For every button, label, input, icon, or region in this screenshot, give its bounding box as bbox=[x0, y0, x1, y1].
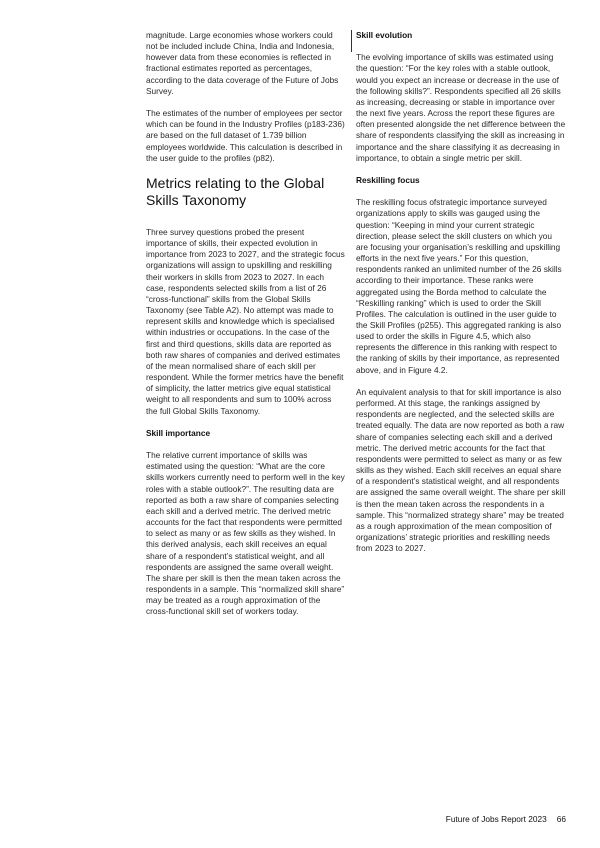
page-footer bbox=[418, 814, 566, 824]
right-paragraph-1: The evolving importance of skills was estimated using the question: “For the key roles with a stable outlook, would you expect an increase or decrease in the use of the following skills?”. Respondents specified all 26 skills as increasing, decreasing or stable in importance over the next five years. Across the report these figures are often presented alongside the net difference between the share of respondents classifying the skill as increasing in importance and the share classifying it as decreasing in importance, to obtain a single metric per skill. bbox=[356, 52, 566, 163]
left-paragraph-2: The estimates of the number of employees per sector which can be found in the Industry Profiles (p183-236) are based on the full dataset of 1.739 billion employees worldwide. This calculation is described in the user guide to the profiles (p82). bbox=[146, 108, 345, 163]
right-paragraph-2: The reskilling focus ofstrategic importance surveyed organizations apply to skills was gauged using the question: “Keeping in mind your current strategic direction, please select the skill clusters on which you are focusing your organisation’s reskilling and upskilling efforts in the next five years.” For this question, respondents ranked an unlimited number of the 26 skills according to their importance. These ranks were aggregated using the Borda method to calculate the “Reskilling ranking” which is used to order the Skill Profiles. The calculation is outlined in the user guide to the Skill Profiles (p255). This aggregated ranking is also used to order the skills in Figure 4.5, which also represents the difference in this ranking with respect to the ranking of skills by their importance, as represented above, and in Figure 4.2. bbox=[356, 197, 562, 375]
left-paragraph-3: Three survey questions probed the present importance of skills, their expected evolution in importance from 2023 to 2027, and the strategic focus organizations will assign to upskilling and reskilling their workers in skills from 2023 to 2027. In each case, respondents selected skills from a list of 26 “cross-functional” skills from the Global Skills Taxonomy (see Table A2). No attempt was made to represent skills and knowledge which is specialised within industries or occupations. In the case of the first and third questions, skills data are reported as both raw shares of companies and derived estimates of the mean normalised share of each skill per respondent. While the former metrics have the benefit of simplicity, the latter metrics give equal statistical weight to all respondents and sum to 100% across the full Global Skills Taxonomy. bbox=[146, 227, 345, 416]
column-divider bbox=[351, 30, 352, 52]
left-paragraph-4: The relative current importance of skills was estimated using the question: “What are the core skills workers currently need to perform well in the key roles with a stable outlook?”. The resulting data are reported as both a raw share of companies selecting each skill and a derived metric. The derived metric accounts for the fact that respondents were permitted to select as many or as few skills as they wished. In this derived analysis, each skill receives an equal share of a respondent’s statistical weight, and all respondents are assigned the same overall weight. The share per skill is then the mean taken across the respondents in a sample. This “normalized skill share” may be treated as a rough approximation of the cross-functional skill set of workers today. bbox=[146, 450, 345, 617]
right-column bbox=[356, 30, 566, 565]
report-title: Future of Jobs Report 2023 bbox=[445, 814, 547, 824]
section-heading: Metrics relating to the Global Skills Taxonomy bbox=[146, 175, 325, 208]
left-paragraph-1: magnitude. Large economies whose workers could not be included include China, India and Indonesia, however data from these economies is reflected in fractional estimates reported as percentages, according to the data coverage of the Future of Jobs Survey. bbox=[146, 30, 339, 96]
right-paragraph-3: An equivalent analysis to that for skill importance is also performed. At this stage, the rankings assigned by respondents are neglected, and the selected skills are treated equally. The data are now reported as both a raw share of companies selecting each skill and a derived metric. The derived metric accounts for the fact that respondents were permitted to select as many or as few skills as they wished. Each skill receives an equal share of a respondent’s statistical weight, and all respondents are assigned the same overall weight. The share per skill is then the mean taken across the respondents in a sample. This “normalized strategy share” may be treated as a rough approximation of the mean composition of organizations’ strategic priorities and reskilling needs from 2023 to 2027. bbox=[356, 386, 566, 554]
page-number: 66 bbox=[556, 814, 566, 824]
skill-importance-heading: Skill importance bbox=[146, 427, 211, 438]
skill-evolution-heading: Skill evolution bbox=[356, 30, 413, 40]
left-column bbox=[146, 30, 345, 629]
reskilling-focus-heading: Reskilling focus bbox=[356, 175, 420, 185]
